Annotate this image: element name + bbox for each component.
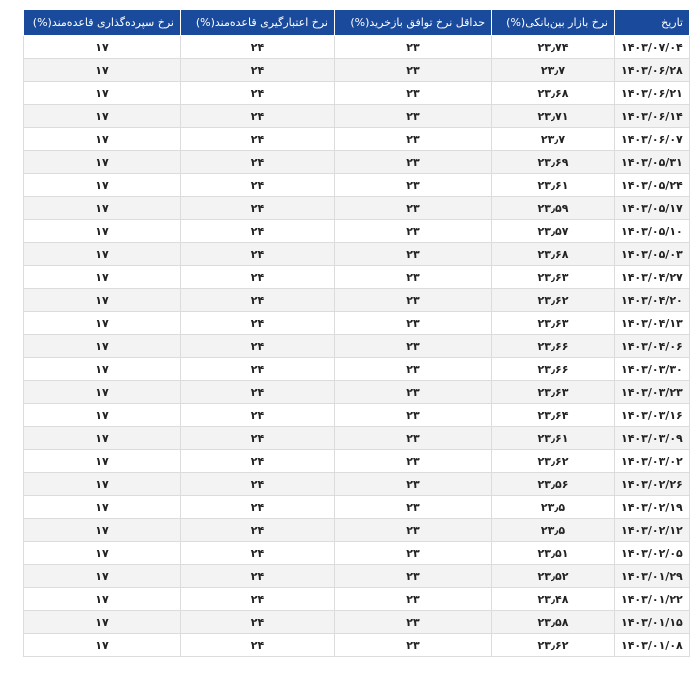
table-row bbox=[24, 174, 690, 197]
cell-lending-facility-rate: ۲۴ bbox=[181, 105, 335, 128]
table-row bbox=[24, 128, 690, 151]
table-row bbox=[24, 588, 690, 611]
cell-interbank-rate: ۲۳٫۵۶ bbox=[492, 473, 615, 496]
cell-lending-facility-rate: ۲۴ bbox=[181, 358, 335, 381]
cell-min-repo-rate: ۲۳ bbox=[335, 220, 492, 243]
cell-lending-facility-rate: ۲۴ bbox=[181, 312, 335, 335]
cell-min-repo-rate: ۲۳ bbox=[335, 105, 492, 128]
cell-min-repo-rate: ۲۳ bbox=[335, 312, 492, 335]
cell-deposit-facility-rate: ۱۷ bbox=[24, 473, 181, 496]
table-row bbox=[24, 496, 690, 519]
cell-date: ۱۴۰۳/۰۴/۲۷ bbox=[615, 266, 690, 289]
cell-interbank-rate: ۲۳٫۶۶ bbox=[492, 335, 615, 358]
table-row bbox=[24, 450, 690, 473]
column-header-interbank-rate: نرخ بازار بین‌بانکی(%) bbox=[492, 10, 615, 36]
table-row bbox=[24, 519, 690, 542]
cell-interbank-rate: ۲۳٫۶۱ bbox=[492, 427, 615, 450]
cell-lending-facility-rate: ۲۴ bbox=[181, 59, 335, 82]
cell-lending-facility-rate: ۲۴ bbox=[181, 519, 335, 542]
cell-lending-facility-rate: ۲۴ bbox=[181, 289, 335, 312]
table-row bbox=[24, 197, 690, 220]
cell-interbank-rate: ۲۳٫۵ bbox=[492, 519, 615, 542]
cell-deposit-facility-rate: ۱۷ bbox=[24, 289, 181, 312]
cell-min-repo-rate: ۲۳ bbox=[335, 289, 492, 312]
cell-min-repo-rate: ۲۳ bbox=[335, 611, 492, 634]
table-row bbox=[24, 289, 690, 312]
table-row bbox=[24, 105, 690, 128]
column-header-min-repo-rate: حداقل نرخ توافق بازخرید(%) bbox=[335, 10, 492, 36]
cell-interbank-rate: ۲۳٫۷۱ bbox=[492, 105, 615, 128]
cell-min-repo-rate: ۲۳ bbox=[335, 588, 492, 611]
cell-interbank-rate: ۲۳٫۴۸ bbox=[492, 588, 615, 611]
cell-min-repo-rate: ۲۳ bbox=[335, 59, 492, 82]
cell-lending-facility-rate: ۲۴ bbox=[181, 128, 335, 151]
cell-min-repo-rate: ۲۳ bbox=[335, 634, 492, 657]
table-row bbox=[24, 36, 690, 59]
table-row bbox=[24, 82, 690, 105]
cell-deposit-facility-rate: ۱۷ bbox=[24, 565, 181, 588]
cell-date: ۱۴۰۳/۰۶/۰۷ bbox=[615, 128, 690, 151]
cell-interbank-rate: ۲۳٫۷ bbox=[492, 59, 615, 82]
cell-interbank-rate: ۲۳٫۶۳ bbox=[492, 312, 615, 335]
cell-deposit-facility-rate: ۱۷ bbox=[24, 128, 181, 151]
cell-min-repo-rate: ۲۳ bbox=[335, 197, 492, 220]
cell-deposit-facility-rate: ۱۷ bbox=[24, 404, 181, 427]
cell-lending-facility-rate: ۲۴ bbox=[181, 634, 335, 657]
cell-date: ۱۴۰۳/۰۳/۳۰ bbox=[615, 358, 690, 381]
table-row bbox=[24, 266, 690, 289]
cell-date: ۱۴۰۳/۰۵/۲۴ bbox=[615, 174, 690, 197]
cell-interbank-rate: ۲۳٫۶۲ bbox=[492, 634, 615, 657]
cell-lending-facility-rate: ۲۴ bbox=[181, 565, 335, 588]
cell-min-repo-rate: ۲۳ bbox=[335, 243, 492, 266]
rates-table-container bbox=[23, 9, 689, 657]
cell-min-repo-rate: ۲۳ bbox=[335, 151, 492, 174]
cell-lending-facility-rate: ۲۴ bbox=[181, 542, 335, 565]
table-row bbox=[24, 243, 690, 266]
cell-min-repo-rate: ۲۳ bbox=[335, 358, 492, 381]
cell-date: ۱۴۰۳/۰۱/۲۹ bbox=[615, 565, 690, 588]
cell-deposit-facility-rate: ۱۷ bbox=[24, 542, 181, 565]
cell-lending-facility-rate: ۲۴ bbox=[181, 335, 335, 358]
column-header-lending-facility-rate: نرخ اعتبارگیری قاعده‌مند(%) bbox=[181, 10, 335, 36]
cell-date: ۱۴۰۳/۰۶/۲۱ bbox=[615, 82, 690, 105]
cell-date: ۱۴۰۳/۰۶/۱۴ bbox=[615, 105, 690, 128]
table-row bbox=[24, 220, 690, 243]
cell-lending-facility-rate: ۲۴ bbox=[181, 151, 335, 174]
cell-interbank-rate: ۲۳٫۵۹ bbox=[492, 197, 615, 220]
cell-min-repo-rate: ۲۳ bbox=[335, 450, 492, 473]
cell-lending-facility-rate: ۲۴ bbox=[181, 266, 335, 289]
cell-lending-facility-rate: ۲۴ bbox=[181, 588, 335, 611]
cell-interbank-rate: ۲۳٫۶۲ bbox=[492, 289, 615, 312]
cell-deposit-facility-rate: ۱۷ bbox=[24, 427, 181, 450]
cell-min-repo-rate: ۲۳ bbox=[335, 427, 492, 450]
cell-date: ۱۴۰۳/۰۳/۰۹ bbox=[615, 427, 690, 450]
cell-lending-facility-rate: ۲۴ bbox=[181, 220, 335, 243]
cell-interbank-rate: ۲۳٫۶۸ bbox=[492, 243, 615, 266]
cell-min-repo-rate: ۲۳ bbox=[335, 174, 492, 197]
cell-date: ۱۴۰۳/۰۵/۱۷ bbox=[615, 197, 690, 220]
cell-deposit-facility-rate: ۱۷ bbox=[24, 105, 181, 128]
cell-date: ۱۴۰۳/۰۲/۱۲ bbox=[615, 519, 690, 542]
table-body bbox=[24, 36, 690, 657]
cell-deposit-facility-rate: ۱۷ bbox=[24, 266, 181, 289]
table-row bbox=[24, 473, 690, 496]
cell-deposit-facility-rate: ۱۷ bbox=[24, 496, 181, 519]
cell-min-repo-rate: ۲۳ bbox=[335, 266, 492, 289]
cell-min-repo-rate: ۲۳ bbox=[335, 381, 492, 404]
cell-interbank-rate: ۲۳٫۵ bbox=[492, 496, 615, 519]
table-row bbox=[24, 427, 690, 450]
cell-deposit-facility-rate: ۱۷ bbox=[24, 82, 181, 105]
cell-lending-facility-rate: ۲۴ bbox=[181, 197, 335, 220]
cell-date: ۱۴۰۳/۰۵/۰۳ bbox=[615, 243, 690, 266]
cell-lending-facility-rate: ۲۴ bbox=[181, 82, 335, 105]
cell-interbank-rate: ۲۳٫۵۸ bbox=[492, 611, 615, 634]
cell-interbank-rate: ۲۳٫۷ bbox=[492, 128, 615, 151]
rates-table bbox=[23, 9, 690, 657]
table-row bbox=[24, 634, 690, 657]
cell-interbank-rate: ۲۳٫۶۳ bbox=[492, 266, 615, 289]
column-header-date: تاریخ bbox=[615, 10, 690, 36]
cell-lending-facility-rate: ۲۴ bbox=[181, 611, 335, 634]
cell-interbank-rate: ۲۳٫۶۳ bbox=[492, 381, 615, 404]
cell-date: ۱۴۰۳/۰۴/۰۶ bbox=[615, 335, 690, 358]
cell-deposit-facility-rate: ۱۷ bbox=[24, 220, 181, 243]
table-row bbox=[24, 381, 690, 404]
cell-lending-facility-rate: ۲۴ bbox=[181, 496, 335, 519]
cell-date: ۱۴۰۳/۰۱/۲۲ bbox=[615, 588, 690, 611]
cell-lending-facility-rate: ۲۴ bbox=[181, 174, 335, 197]
cell-interbank-rate: ۲۳٫۶۲ bbox=[492, 450, 615, 473]
cell-lending-facility-rate: ۲۴ bbox=[181, 450, 335, 473]
table-row bbox=[24, 611, 690, 634]
header-row bbox=[24, 10, 690, 36]
table-row bbox=[24, 312, 690, 335]
cell-interbank-rate: ۲۳٫۶۱ bbox=[492, 174, 615, 197]
cell-interbank-rate: ۲۳٫۶۹ bbox=[492, 151, 615, 174]
cell-date: ۱۴۰۳/۰۶/۲۸ bbox=[615, 59, 690, 82]
table-header bbox=[24, 10, 690, 36]
cell-lending-facility-rate: ۲۴ bbox=[181, 427, 335, 450]
table-row bbox=[24, 542, 690, 565]
cell-date: ۱۴۰۳/۰۴/۲۰ bbox=[615, 289, 690, 312]
cell-lending-facility-rate: ۲۴ bbox=[181, 473, 335, 496]
cell-deposit-facility-rate: ۱۷ bbox=[24, 197, 181, 220]
cell-date: ۱۴۰۳/۰۳/۱۶ bbox=[615, 404, 690, 427]
cell-deposit-facility-rate: ۱۷ bbox=[24, 588, 181, 611]
cell-date: ۱۴۰۳/۰۱/۰۸ bbox=[615, 634, 690, 657]
cell-interbank-rate: ۲۳٫۵۲ bbox=[492, 565, 615, 588]
cell-deposit-facility-rate: ۱۷ bbox=[24, 243, 181, 266]
cell-deposit-facility-rate: ۱۷ bbox=[24, 450, 181, 473]
table-row bbox=[24, 358, 690, 381]
cell-interbank-rate: ۲۳٫۶۴ bbox=[492, 404, 615, 427]
cell-deposit-facility-rate: ۱۷ bbox=[24, 358, 181, 381]
cell-interbank-rate: ۲۳٫۶۸ bbox=[492, 82, 615, 105]
cell-deposit-facility-rate: ۱۷ bbox=[24, 174, 181, 197]
cell-lending-facility-rate: ۲۴ bbox=[181, 36, 335, 59]
cell-deposit-facility-rate: ۱۷ bbox=[24, 519, 181, 542]
cell-date: ۱۴۰۳/۰۵/۱۰ bbox=[615, 220, 690, 243]
cell-interbank-rate: ۲۳٫۷۴ bbox=[492, 36, 615, 59]
cell-deposit-facility-rate: ۱۷ bbox=[24, 611, 181, 634]
cell-deposit-facility-rate: ۱۷ bbox=[24, 59, 181, 82]
cell-date: ۱۴۰۳/۰۴/۱۳ bbox=[615, 312, 690, 335]
cell-interbank-rate: ۲۳٫۵۱ bbox=[492, 542, 615, 565]
cell-min-repo-rate: ۲۳ bbox=[335, 542, 492, 565]
cell-lending-facility-rate: ۲۴ bbox=[181, 381, 335, 404]
cell-lending-facility-rate: ۲۴ bbox=[181, 243, 335, 266]
cell-deposit-facility-rate: ۱۷ bbox=[24, 151, 181, 174]
cell-min-repo-rate: ۲۳ bbox=[335, 335, 492, 358]
cell-date: ۱۴۰۳/۰۳/۰۲ bbox=[615, 450, 690, 473]
cell-lending-facility-rate: ۲۴ bbox=[181, 404, 335, 427]
cell-min-repo-rate: ۲۳ bbox=[335, 565, 492, 588]
cell-date: ۱۴۰۳/۰۳/۲۳ bbox=[615, 381, 690, 404]
cell-date: ۱۴۰۳/۰۵/۳۱ bbox=[615, 151, 690, 174]
cell-deposit-facility-rate: ۱۷ bbox=[24, 634, 181, 657]
cell-deposit-facility-rate: ۱۷ bbox=[24, 36, 181, 59]
table-row bbox=[24, 565, 690, 588]
table-row bbox=[24, 59, 690, 82]
cell-min-repo-rate: ۲۳ bbox=[335, 473, 492, 496]
cell-deposit-facility-rate: ۱۷ bbox=[24, 312, 181, 335]
cell-interbank-rate: ۲۳٫۵۷ bbox=[492, 220, 615, 243]
cell-min-repo-rate: ۲۳ bbox=[335, 404, 492, 427]
cell-date: ۱۴۰۳/۰۲/۰۵ bbox=[615, 542, 690, 565]
table-row bbox=[24, 335, 690, 358]
column-header-deposit-facility-rate: نرخ سپرده‌گذاری قاعده‌مند(%) bbox=[24, 10, 181, 36]
table-row bbox=[24, 151, 690, 174]
cell-min-repo-rate: ۲۳ bbox=[335, 519, 492, 542]
cell-deposit-facility-rate: ۱۷ bbox=[24, 381, 181, 404]
table-row bbox=[24, 404, 690, 427]
cell-deposit-facility-rate: ۱۷ bbox=[24, 335, 181, 358]
cell-min-repo-rate: ۲۳ bbox=[335, 36, 492, 59]
cell-date: ۱۴۰۳/۰۱/۱۵ bbox=[615, 611, 690, 634]
cell-date: ۱۴۰۳/۰۷/۰۴ bbox=[615, 36, 690, 59]
cell-date: ۱۴۰۳/۰۲/۱۹ bbox=[615, 496, 690, 519]
cell-min-repo-rate: ۲۳ bbox=[335, 128, 492, 151]
cell-date: ۱۴۰۳/۰۲/۲۶ bbox=[615, 473, 690, 496]
cell-interbank-rate: ۲۳٫۶۶ bbox=[492, 358, 615, 381]
cell-min-repo-rate: ۲۳ bbox=[335, 496, 492, 519]
cell-min-repo-rate: ۲۳ bbox=[335, 82, 492, 105]
